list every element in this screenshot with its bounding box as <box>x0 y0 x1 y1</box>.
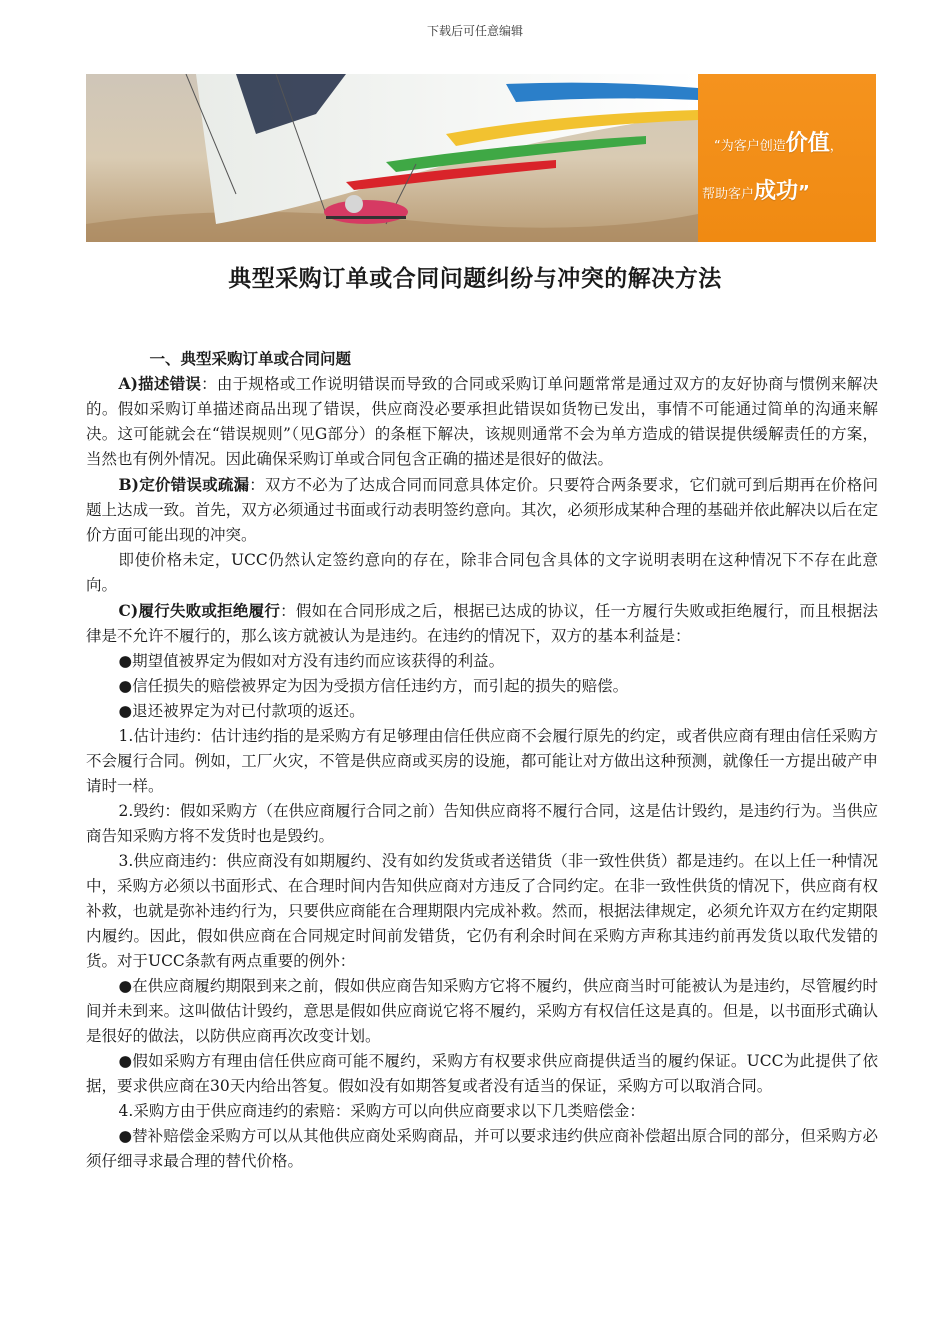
header-banner <box>86 74 876 242</box>
item-anticipatory-breach: 1.估计违约：估计违约指的是采购方有足够理由信任供应商不会履行原先的约定，或者供应商有理由信任采购方不会履行合同。例如，工厂火灾，不管是供应商或买房的设施，都可能让对方做出这种预测，就像任一方提出破产申请时一样。 <box>86 727 878 795</box>
slogan-line-1-text: “为客户创造 <box>714 139 786 154</box>
bullet-reliance: ● 信任损失的赔偿被界定为因为受损方信任违约方，而引起的损失的赔偿。 <box>86 674 878 699</box>
slogan-panel <box>698 74 876 242</box>
slogan-line-2 <box>702 174 810 205</box>
slogan-line-2-text: 帮助客户 <box>702 187 755 202</box>
slogan-success-word: 成功 <box>754 179 799 204</box>
paragraph-b2: 即使价格未定，UCC仍然认定签约意向的存在，除非合同包含具体的文字说明表明在这种情况下不存在此意向。 <box>86 551 878 594</box>
item-supplier-breach: 3.供应商违约：供应商没有如期履约、没有如约发货或者送错货（非一致性供货）都是违约。在以上任一种情况中，采购方必须以书面形式、在合理时间内告知供应商对方违反了合同约定。在非一致性供货的情况下，供应商有权补救，也就是弥补违约行为，只要供应商能在合理期限内完成补救。然而，根据法律规定，必须允许双方在约定期限内履约。因此，假如供应商在合同规定时间前发错货，它仍有利余时间在采购方声称其违约前再发货以取代发错的货。对于UCC条款有两点重要的例外： <box>86 852 878 970</box>
item-buyer-claims: 4.采购方由于供应商违约的索赔：采购方可以向供应商要求以下几类赔偿金： <box>118 1102 645 1120</box>
paragraph-b <box>86 472 878 548</box>
page-header-note: 下载后可任意编辑 <box>426 24 523 38</box>
slogan-value-word: 价值 <box>785 131 830 156</box>
bullet-exception-1: ● 在供应商履约期限到来之前，假如供应商告知采购方它将不履约，供应商当时可能被认为是违约，尽管履约时间并未到来。这叫做估计毁约，意思是假如供应商说它将不履约，采购方有权信任这是真的。但是，以书面形式确认是很好的做法，以防供应商再次改变计划。 <box>86 974 878 1049</box>
slogan-line-1-end: ， <box>829 139 843 154</box>
paragraph-b-text: ：双方不必为了达成合同而同意具体定价。只要符合两条要求，它们就可到后期再在价格问题上达成一致。首先，双方必须通过书面或行动表明签约意向。其次，必须形成某种合理的基础并依此解决以后在定价方面可能出现的冲突。 <box>86 476 878 544</box>
bullet-expectation: ● 期望值被界定为假如对方没有违约而应该获得的利益。 <box>86 649 878 674</box>
document-body <box>86 346 878 1174</box>
paragraph-a-label: A)描述错误 <box>118 374 202 393</box>
paragraph-b-label: B)定价错误或疏漏 <box>118 475 250 494</box>
slogan-line-1 <box>714 126 843 157</box>
hang-glider-photo <box>86 74 698 242</box>
bullet-cover-damages: ● 替补赔偿金采购方可以从其他供应商处采购商品，并可以要求违约供应商补偿超出原合同的部分，但采购方必须仔细寻求最合理的替代价格。 <box>86 1124 878 1174</box>
paragraph-a-text: ：由于规格或工作说明错误而导致的合同或采购订单问题常常是通过双方的友好协商与惯例来解决的。假如采购订单描述商品出现了错误，供应商没必要承担此错误如货物已发出，事情不可能通过简单的沟通来解决。这可能就会在“错误规则”（见G部分）的条框下解决，该规则通常不会为单方造成的错误提供缓解责任的方案，当然也有例外情况。因此确保采购订单或合同包含正确的描述是很好的做法。 <box>86 375 878 468</box>
paragraph-c-label: C)履行失败或拒绝履行 <box>118 601 281 620</box>
bullet-restitution: ● 退还被界定为对已付款项的返还。 <box>86 699 878 724</box>
document-title: 典型采购订单或合同问题纠纷与冲突的解决方法 <box>228 265 722 292</box>
section-heading: 一、典型采购订单或合同问题 <box>149 349 352 368</box>
item-repudiation: 2.毁约：假如采购方（在供应商履行合同之前）告知供应商将不履行合同，这是估计毁约，是违约行为。当供应商告知采购方将不发货时也是毁约。 <box>86 802 878 845</box>
paragraph-a <box>86 371 878 472</box>
paragraph-c <box>86 598 878 649</box>
slogan-line-2-end: ” <box>798 182 810 203</box>
paragraph-c-text: ：假如在合同形成之后，根据已达成的协议，任一方履行失败或拒绝履行，而且根据法律是不允许不履行的，那么该方就被认为是违约。在违约的情况下，双方的基本利益是： <box>86 602 878 645</box>
bullet-exception-2: ● 假如采购方有理由信任供应商可能不履约，采购方有权要求供应商提供适当的履约保证。UCC为此提供了依据，要求供应商在30天内给出答复。假如没有如期答复或者没有适当的保证，采购方可以取消合同。 <box>86 1049 878 1099</box>
